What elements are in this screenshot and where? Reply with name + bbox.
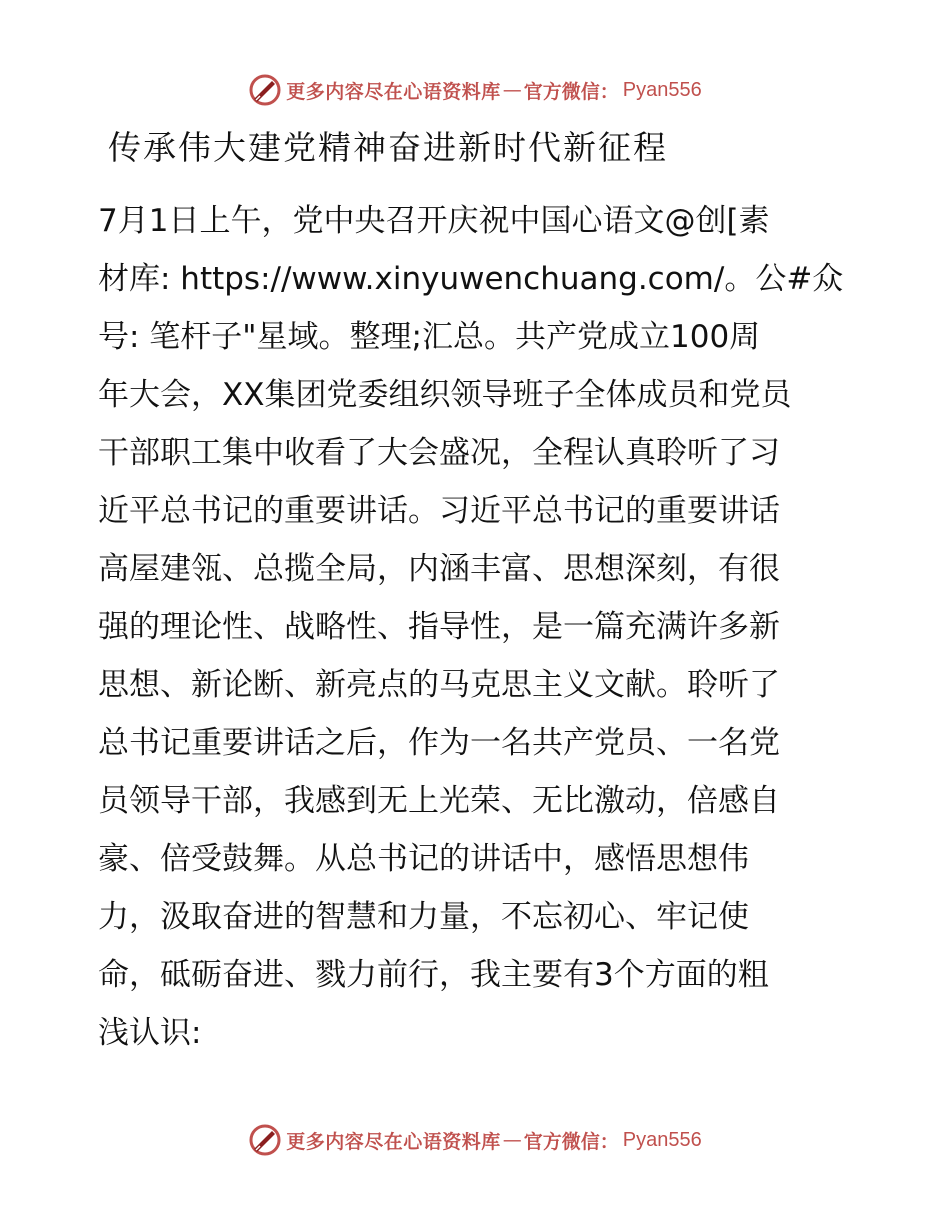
header-watermark	[0, 70, 950, 110]
watermark-text: 更多内容尽在心语资料库	[286, 1130, 501, 1153]
watermark-dash: —	[502, 79, 522, 101]
body-line: 高屋建瓴、总揽全局，内涵丰富、思想深刻，有很	[98, 551, 780, 587]
quill-circle-logo-icon	[248, 73, 282, 107]
body-line: 浅认识:	[98, 1015, 202, 1051]
body-line: 年大会，XX集团党委组织领导班子全体成员和党员	[98, 377, 792, 413]
body-line: 号: 笔杆子"星域。整理;汇总。共产党成立100周	[98, 319, 761, 355]
document-title: 传承伟大建党精神奋进新时代新征程	[108, 128, 668, 167]
watermark-wechat-id: Pyan556	[622, 78, 702, 101]
quill-circle-logo-icon	[248, 1123, 282, 1157]
footer-watermark	[0, 1120, 950, 1160]
body-line: 总书记重要讲话之后，作为一名共产党员、一名党	[98, 725, 780, 761]
watermark-text: 更多内容尽在心语资料库	[286, 80, 501, 103]
body-line: 近平总书记的重要讲话。习近平总书记的重要讲话	[98, 493, 780, 529]
body-line: 强的理论性、战略性、指导性，是一篇充满许多新	[98, 609, 780, 645]
watermark-wechat-id: Pyan556	[622, 1128, 702, 1151]
body-line: 员领导干部，我感到无上光荣、无比激动，倍感自	[98, 783, 780, 819]
body-line: 思想、新论断、新亮点的马克思主义文献。聆听了	[98, 667, 780, 703]
body-line: 7月1日上午，党中央召开庆祝中国心语文@创[素	[98, 203, 770, 239]
watermark-dash: —	[502, 1129, 522, 1151]
body-line: 豪、倍受鼓舞。从总书记的讲话中，感悟思想伟	[98, 841, 749, 877]
body-line: 力，汲取奋进的智慧和力量，不忘初心、牢记使	[98, 899, 749, 935]
body-line: 命，砥砺奋进、戮力前行，我主要有3个方面的粗	[98, 957, 769, 993]
watermark-label: 官方微信：	[523, 1130, 619, 1153]
watermark-label: 官方微信：	[523, 80, 619, 103]
body-line: 干部职工集中收看了大会盛况，全程认真聆听了习	[98, 435, 780, 471]
body-line: 材库: https://www.xinyuwenchuang.com/。公#众	[98, 261, 844, 297]
document-body	[98, 192, 868, 1062]
